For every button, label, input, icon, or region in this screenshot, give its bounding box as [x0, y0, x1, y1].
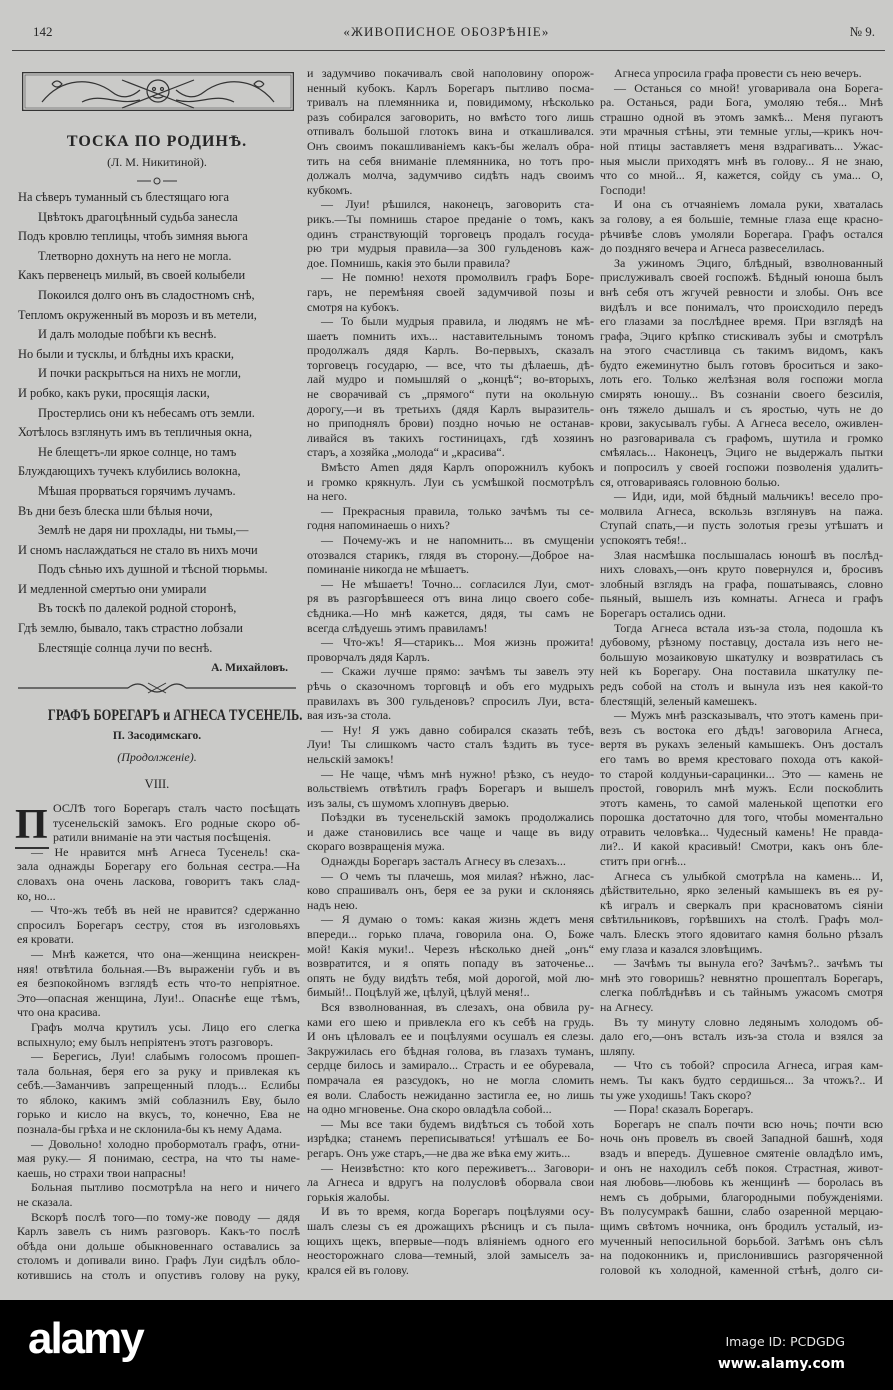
text-line: регаръ. Онъ уже старъ,—не два же вѣка ему жить...	[307, 1145, 571, 1160]
text-line: мученный непосильной борьбой. Затѣмъ онъ сѣлъ	[600, 1233, 883, 1248]
text-line: ненный кубокъ. Карлъ Борегаръ пытливо посма-	[307, 80, 594, 95]
text-line: дое. Помнишь, какія это были правила?	[307, 255, 511, 270]
text-line: столомъ и допивали вино. Графъ Луи сидѣлъ обло-	[17, 1253, 300, 1268]
text-line: За ужиномъ Эциго, блѣдный, взволнованный	[614, 255, 883, 270]
text-line: что она красива.	[17, 1005, 101, 1020]
poem-line: Подъ кровлю теплицы, чтобъ зимняя вьюга	[18, 229, 248, 244]
paragraph	[307, 314, 594, 460]
text-line: ющихъ щекъ, впервые—подъ вліяніемъ одного его	[307, 1233, 594, 1248]
poem-line: Цвѣтокъ драгоцѣнный судьба занесла	[38, 209, 238, 224]
text-line: свѣтильниковъ, горѣвшихъ на столѣ. Графъ мол-	[600, 912, 883, 927]
text-line: горько и кисло на вкусъ, то, конечно, Ева не	[17, 1107, 300, 1122]
text-line: дубовому, рѣзному поставцу, достала изъ него не-	[600, 635, 883, 650]
text-line: лай мудро и помышляй о „концѣ“; во-вторыхъ,	[307, 372, 594, 387]
paragraph	[17, 1020, 300, 1049]
text-line: что со мной... Я, кажется, сойду съ ума... О,	[600, 168, 883, 183]
paragraph	[17, 1049, 300, 1137]
poem-dedication: (Л. М. Никитиной).	[107, 155, 207, 169]
text-line: изрѣдка; станемъ переписываться! утѣшалъ ее Бо-	[307, 1131, 594, 1146]
text-line: его глазами за послѣднее время. При взглядѣ на	[600, 314, 883, 329]
text-line: отпивалъ большой глотокъ вина и откашливался.	[307, 124, 594, 139]
text-line: крался ей въ голову.	[307, 1262, 409, 1277]
text-line: вая изъ-за стола.	[307, 708, 392, 723]
story-continued-note: (Продолженіе).	[117, 750, 197, 764]
text-line: — Иди, иди, мой бѣдный мальчикъ! весело про-	[614, 489, 883, 504]
text-line: чалъ. Блескъ этого ядовитаго камня больно рѣзалъ	[600, 927, 883, 942]
poem-line: Не блещетъ-ли яркое солнце, но тамъ	[38, 444, 237, 459]
text-line: ная любовь—любовь къ женщинѣ — боролась въ	[600, 1175, 883, 1190]
text-line: всегда слѣдуешь этимъ правиламъ!	[307, 620, 488, 635]
poem-line: Какъ первенецъ милый, въ своей колыбели	[18, 268, 246, 283]
text-line: Закружилась его бѣдная голова, въ глазахъ туманъ,	[307, 1043, 594, 1058]
text-line: Борегаръ не спалъ почти всю ночь; почти всю	[614, 1116, 883, 1131]
text-line: возвратится, и я опять попаду въ заточенье...	[307, 956, 594, 971]
text-line: Луи! Ты слишкомъ часто сталъ ѣздить въ тусе-	[307, 737, 594, 752]
paragraph	[307, 197, 594, 270]
text-line: дорогу,—и въ третьихъ (дядя Карлъ выразитель-	[307, 401, 594, 416]
text-line: Это—опасная женщина, Луи!.. Опаснѣе еще тѣмъ,	[17, 990, 300, 1005]
text-line: — Скажи лучше прямо: зачѣмъ ты завелъ эту	[321, 664, 594, 679]
text-line: но разговаривала съ графомъ, шутила и громко	[600, 430, 883, 445]
text-line: на него.	[307, 489, 348, 504]
text-line: — Что-жъ тебѣ въ ней не нравится? сдержанно	[31, 903, 300, 918]
text-line: ея воли. Слабость нежиданно застигла ее, но лишь	[307, 1087, 594, 1102]
text-line: опять не буду видѣть тебя, мой дорогой, мой лю-	[307, 970, 594, 985]
paragraph	[307, 504, 594, 533]
poem-line: Мѣшая прорваться горячимъ лучамъ.	[38, 483, 236, 498]
text-line: и даже становились все чаще и чаще въ виду	[307, 824, 594, 839]
paragraph	[600, 621, 883, 709]
text-line: ночь онъ провелъ въ своей Западной башнѣ, ходя	[600, 1131, 883, 1146]
text-line: везъ съ востока его дѣдъ! заговорила Агнеса,	[600, 722, 883, 737]
text-line: редъ собой на столъ и вынула изъ нея какой-то	[600, 678, 883, 693]
text-line: Поѣздки въ тусенельскій замокъ продолжались	[321, 810, 594, 825]
paragraph	[17, 903, 300, 947]
story-author: П. Засодимскаго.	[112, 730, 202, 742]
paragraph	[307, 723, 594, 767]
text-line: шляпу.	[600, 1043, 635, 1058]
poem-line: Но были и тусклы, и блѣдны ихъ краски,	[18, 346, 234, 361]
text-line: одинъ странствующій торговецъ продалъ госуда-	[307, 226, 594, 241]
paragraph	[600, 489, 883, 547]
ornament-divider-icon	[18, 680, 296, 696]
text-line: до поздняго вечера и Агнеса развеселилась.	[600, 241, 825, 256]
text-line: Карлъ завелъ съ нимъ разговоръ. Какъ-то послѣ	[17, 1224, 300, 1239]
text-line: познала-бы грѣха и не склонила-бы къ нему Адама.	[17, 1122, 283, 1137]
poem-author: А. Михайловъ.	[211, 662, 288, 674]
alamy-logo: alamy	[28, 1314, 143, 1363]
text-line: горькія жалобы.	[307, 1189, 390, 1204]
paragraph	[600, 548, 883, 621]
text-line: ря въ разгорѣвшееся отъ вина лицо своего собе-	[307, 591, 594, 606]
text-line: спросилъ Борегаръ сестру, стоя въ изголовьяхъ	[17, 917, 300, 932]
text-line: то яблоко, какимъ змій соблазнилъ Еву, было	[17, 1092, 300, 1107]
text-line: кубкомъ.	[307, 182, 353, 197]
text-line: — Довольно! холодно пробормоталъ графъ, отни-	[31, 1136, 300, 1151]
text-line: дало его,—онъ всталъ изъ-за стола и взялся за	[600, 1029, 883, 1044]
paragraph	[600, 66, 883, 81]
text-line: — Неизвѣстно: кто кого переживетъ... Заговори-	[321, 1160, 594, 1175]
text-line: гаръ, не перемѣняя своей задумчивой позы и	[307, 284, 594, 299]
text-line: пьяный, вышелъ изъ комнаты. Агнеса и графъ	[600, 591, 883, 606]
paragraph	[17, 947, 300, 1020]
text-line: ся, отговариваясь головною болью.	[600, 474, 780, 489]
text-line: головой къ холодной, каменной стѣнѣ, долго си-	[600, 1262, 883, 1277]
text-line: — Мужъ мнѣ разсказывалъ, что этотъ камень при-	[614, 708, 883, 723]
text-line: ней къ Борегару. Она поставила шкатулку пе-	[600, 664, 883, 679]
text-line: вертя въ рукахъ зеленый камышекъ. Онъ досталъ	[600, 737, 883, 752]
paragraph	[307, 533, 594, 577]
paragraph	[17, 801, 300, 845]
paragraph	[307, 635, 594, 664]
text-line: ливайся въ такихъ гостиницахъ, гдѣ хозяинъ	[307, 430, 594, 445]
text-line: вольствіемъ отвѣтилъ графъ Борегаръ и вышелъ	[307, 781, 594, 796]
text-line: себѣ.—Заманчивъ запрещенный плодъ... Еслибы	[17, 1078, 300, 1093]
paragraph	[307, 854, 594, 869]
column-1-text	[17, 801, 300, 1283]
text-line: зала однажды Борегару его больная сестра.—На	[17, 859, 300, 874]
paragraph	[307, 664, 594, 722]
text-line: мой! Какія муки!.. Черезъ нѣсколько дней „онъ“	[307, 941, 594, 956]
text-line: Злая насмѣшка послышалась юношѣ въ послѣд-	[614, 547, 883, 562]
text-line: щимъ свѣтомъ ночника, онъ бродилъ усталый, из-	[600, 1218, 883, 1233]
text-line: не сворачивай съ „прямого“ пути на окольную	[307, 387, 594, 402]
paragraph	[17, 845, 300, 903]
paragraph	[307, 810, 594, 854]
text-line: на подоконникъ и, прислонившись разгоряченной	[600, 1248, 883, 1263]
text-line: — Что съ тобой? спросила Агнеса, играя кам-	[614, 1058, 883, 1073]
text-line: шалъ слезы съ ея дрожащихъ рѣсницъ и съ пыла-	[307, 1218, 594, 1233]
text-line: нихъ словахъ,—онъ круто повернулся и, бросивъ	[600, 562, 883, 577]
paragraph	[17, 1180, 300, 1209]
text-line: ками его шею и привлекла его къ себѣ на грудь.	[307, 1014, 594, 1029]
text-line: рѣчь о сказочномъ торговцѣ и объ его мудрыхъ	[307, 678, 594, 693]
poem-line: Тепломъ окруженный въ морозъ и въ метели,	[18, 307, 257, 322]
paragraph	[307, 1000, 594, 1117]
text-line: ему глаза и казался зловѣщимъ.	[600, 941, 763, 956]
text-line: немъ съ добрыми, благородными побужденіями.	[600, 1189, 883, 1204]
text-line: Вскорѣ послѣ того—по тому-же поводу — дядя	[31, 1209, 300, 1224]
text-line: — Берегись, Луи! слабымъ голосомъ прошеп-	[31, 1049, 300, 1064]
paragraph	[307, 912, 594, 1000]
text-line: смирять юношу... Въ сознаніи своего безсилія,	[600, 387, 883, 402]
poem-line: Землѣ не даря ни прохлады, ни тьмы,—	[38, 523, 249, 538]
text-line: страшно одной въ этомъ замкѣ... Меня пугаютъ	[600, 109, 883, 124]
text-line: каешь, но страхи твои напрасны!	[17, 1165, 187, 1180]
poem-line: Покоился долго онъ въ сладостномъ снѣ,	[38, 287, 255, 302]
poem-line: И медленной смертью они умирали	[18, 581, 207, 596]
text-line: эти мрачныя стѣны, эти темные углы,—крикъ ноч-	[600, 124, 883, 139]
text-line: — Что-жъ! Я—старикъ... Моя жизнь прожита!	[321, 635, 594, 650]
paragraph	[307, 66, 594, 197]
text-line: рю три мудрыя правила—за 300 гульденовъ каж-	[307, 241, 594, 256]
text-line: вспыхнуло; ему былъ непріятенъ этотъ разговоръ.	[17, 1034, 274, 1049]
text-line: блестящій, зеленый камешекъ.	[600, 693, 758, 708]
text-line: сѣдника.—Но мнѣ кажется, дядя, ты самъ не	[307, 605, 594, 620]
text-line: внѣ себя отъ жгучей ревности и злобы. Онъ все	[600, 284, 883, 299]
poem-line: И робко, какъ руки, просящія ласки,	[18, 385, 210, 400]
text-line: ея кровати.	[17, 932, 74, 947]
paragraph	[600, 81, 883, 198]
poem-line: Гдѣ землю, бывало, такъ страстно лобзали	[18, 621, 243, 636]
text-line: ково спрашивалъ онъ, беря ее за руки и склоняясь	[307, 883, 594, 898]
site-url[interactable]: www.alamy.com	[717, 1356, 845, 1372]
text-line: мая руку.— Я понимаю, сестра, на что ты наме-	[17, 1151, 300, 1166]
text-line: ститъ при огнѣ...	[600, 854, 687, 869]
issue-number: № 9.	[849, 24, 875, 39]
text-line: ра. Останься, ради Бога, умоляю тебя... Мнѣ	[600, 95, 883, 110]
page-number: 142	[33, 24, 53, 39]
poem-line: И далъ молодые побѣги къ веснѣ.	[38, 327, 217, 342]
text-line: разъ собирался заговорить, но вмѣсто того лишь	[307, 109, 594, 124]
text-line: и онъ не находилъ себѣ покоя. Страстная, живот-	[600, 1160, 883, 1175]
text-line: Въ ту минуту словно ледянымъ холодомъ об-	[614, 1014, 883, 1029]
paragraph	[600, 869, 883, 957]
poem-line: Въ тоскѣ по далекой родной сторонѣ,	[38, 601, 237, 616]
text-line: И она съ отчаяніемъ ломала руки, хваталась	[614, 197, 883, 212]
text-line: ОСЛѢ того Борегаръ сталъ часто посѣщать	[53, 801, 300, 815]
poem-line: Блуждающихъ тучекъ клубились волокна,	[18, 464, 241, 479]
text-line: Борегаръ остались одни.	[600, 605, 726, 620]
paragraph	[600, 708, 883, 869]
text-line: Господи!	[600, 182, 647, 197]
text-line: тала больная, беря его за руку и привлекая къ	[17, 1063, 300, 1078]
text-line: Ступай спать,—и пусть золотыя грезы утѣшатъ и	[600, 518, 883, 533]
text-line: ея безпокойномъ взглядѣ есть что-то непріятное.	[17, 976, 300, 991]
text-line: торговецъ государю, — все, что ты дѣлаешь, дѣ-	[307, 357, 594, 372]
text-line: старъ, а хозяйка „молода“ и „красива“.	[307, 445, 505, 460]
poem-line: Подъ сѣнью ихъ душной и тѣсной тюрьмы.	[38, 562, 268, 577]
text-line: этотъ камень, то самой маленькой щепотки его	[600, 795, 883, 810]
text-line: впереди... горько плача, говорила она. О, Боже	[307, 927, 594, 942]
text-line: рикъ.—Ты помнишь старое преданіе о томъ, какъ	[307, 211, 594, 226]
text-line: на одно мгновенье. Она скоро овладѣла собой...	[307, 1102, 552, 1117]
column-3-text	[600, 66, 883, 1277]
text-line: — Не чаще, чѣмъ мнѣ нужно! рѣзко, съ неудо-	[321, 766, 594, 781]
text-line: Вмѣсто Amen дядя Карлъ опорожнилъ кубокъ	[321, 460, 594, 475]
text-line: взадъ и впередъ. Душевное смятеніе овладѣло имъ,	[600, 1145, 883, 1160]
text-line: проворчалъ дядя Карлъ.	[307, 649, 430, 664]
paragraph	[307, 1161, 594, 1205]
text-line: продолжалъ дядя Карлъ. Во-первыхъ, сказалъ	[307, 343, 594, 358]
paragraph	[307, 1204, 594, 1277]
text-line: обѣда они дольше обыкновеннаго оставались за	[17, 1238, 300, 1253]
header-rule	[12, 50, 885, 51]
poem-title: ТОСКА ПО РОДИНѢ.	[66, 133, 248, 150]
text-line: ты уже уходишь! Такъ скоро?	[600, 1087, 752, 1102]
text-line: отравить человѣка... Чудесный камень! Не правда-	[600, 824, 883, 839]
text-line: неосторожнаго слова—темный, злой замыселъ за-	[307, 1248, 594, 1263]
text-line: и задумчиво покачивалъ свой наполовину опорож-	[307, 66, 594, 80]
text-line: сердце билось и замирало... Страсть и ее обуревала,	[307, 1058, 594, 1073]
text-line: И онъ цѣловалъ ее и поцѣлуями осушалъ ея слезы.	[307, 1029, 594, 1044]
text-line: — Не помню! нехотя промолвилъ графъ Боре-	[321, 270, 594, 285]
poem-line: Хотѣлось взглянуть имъ въ тепличныя окна,	[18, 425, 253, 440]
poem-line: И сномъ наслаждаться не стало въ нихъ мочи	[18, 542, 258, 557]
paragraph	[307, 577, 594, 635]
text-line: — Луи! рѣшился, наконецъ, заговорить ста-	[321, 197, 594, 212]
ornament-headpiece-icon	[22, 72, 294, 111]
poem-line: Простерлись они къ небесамъ отъ земли.	[38, 405, 255, 420]
ornament-divider-icon	[135, 176, 179, 186]
paragraph	[600, 197, 883, 255]
paragraph	[600, 1102, 883, 1117]
text-line: — Мы все таки будемъ видѣться съ тобой хоть	[321, 1116, 594, 1131]
text-line: ла Агнеса и вдругъ на полусловѣ оборвала свои	[307, 1175, 594, 1190]
text-line: большую мозаиковую шкатулку и возвратилась съ	[600, 649, 883, 664]
text-line: и попросилъ у своей госпожи позволенія удалить-	[600, 460, 883, 475]
paragraph	[600, 1058, 883, 1102]
paragraph	[600, 1015, 883, 1059]
paragraph	[600, 1117, 883, 1278]
text-line: должалъ молча, задумчиво сидѣть надъ своимъ	[307, 168, 594, 183]
text-line: его тамъ во время крестоваго похода отъ какой-	[600, 751, 883, 766]
text-line: тусенельскій замокъ. Его родные скоро об-	[53, 815, 300, 830]
text-line: няя! отвѣтила больная.—Въ выраженіи губъ и въ	[17, 961, 300, 976]
poem-body	[18, 188, 303, 658]
paragraph	[17, 1210, 300, 1283]
text-line: отозвался старикъ, глядя въ сторону.—Доброе на-	[307, 547, 594, 562]
text-line: ли?.. И какой красивый! Смотри, какъ онъ бле-	[600, 839, 883, 854]
text-line: Въ полусумракѣ башни, слабо озаренной мерцаю-	[600, 1204, 883, 1219]
paragraph	[17, 1137, 300, 1181]
text-line: правилахъ въ 300 гульденовъ? спросилъ Луи, вста-	[307, 693, 594, 708]
text-line: — Останься со мной! уговаривала она Борега-	[614, 80, 883, 95]
text-line: мнѣ это говоришь? невнятно прошепталъ Борегаръ,	[600, 970, 883, 985]
text-line: нельскій замокъ!	[307, 751, 394, 766]
text-line: но приподнялъ брови) поздно ночью не останав-	[307, 416, 594, 431]
journal-title: «ЖИВОПИСНОЕ ОБОЗРѢНІЕ»	[343, 24, 550, 39]
text-line: немъ. Ты какъ будто сердишься... За чтожъ?.. И	[600, 1072, 883, 1087]
chapter-number: VIII.	[144, 777, 170, 791]
text-line: — Почему-жъ и не напомнить... въ смущеніи	[321, 533, 594, 547]
text-line: тривалъ на племянника и, повидимому, нѣсколько	[307, 95, 594, 110]
watermark-footer	[0, 1300, 893, 1390]
text-line: тить на себя вниманіе племянника, но тотъ про-	[307, 153, 594, 168]
text-line: годня напоминаешь о нихъ?	[307, 518, 450, 533]
text-line: — Не нравится мнѣ Агнеса Тусенель! ска-	[31, 844, 300, 859]
text-line: за голову, а ея большіе, темные глаза еще красно-	[600, 211, 883, 226]
text-line: надъ нею.	[307, 897, 358, 912]
text-line: лоть его. Только желѣзная воля госпожи могла	[600, 372, 883, 387]
text-line: Онъ своимъ покашливаніемъ какъ-бы желалъ обра-	[307, 138, 594, 153]
text-line: Агнеса съ улыбкой смотрѣла на камень... И,	[614, 868, 883, 883]
text-line: на Агнесу.	[600, 1000, 654, 1014]
text-line: успокоятъ тебя!..	[600, 533, 687, 547]
text-line: ратили вниманіе на эти частыя посѣщенія.	[53, 830, 272, 845]
text-line: — То были мудрыя правила, и людямъ не мѣ-	[321, 314, 594, 329]
text-line: помрачала ея разсудокъ, но не могла сломить	[307, 1072, 594, 1087]
text-line: И въ то время, когда Борегаръ поцѣлуями осу-	[321, 1204, 594, 1219]
text-line: словахъ она очень ласкова, говоритъ такъ слад-	[17, 873, 300, 888]
text-line: порошка достаточно для того, чтобы моментально	[600, 810, 883, 825]
text-line: — О чемъ ты плачешь, моя милая? нѣжно, лас-	[321, 868, 594, 883]
text-line: дѣйствительно, ярко зеленый камышекъ въ ея ру-	[600, 883, 883, 898]
text-line: и громко крякнулъ. Луи съ усмѣшкой посмотрѣлъ	[307, 474, 594, 489]
text-line: ко, но...	[17, 888, 56, 903]
text-line: на этого счастливца съ такимъ видомъ, какъ	[600, 343, 883, 358]
paragraph	[307, 270, 594, 314]
text-line: — Зачѣмъ ты вынула его? Зачѣмъ?.. зачѣмъ ты	[614, 956, 883, 971]
text-line: Больная пытливо посмотрѣла на него и ничего	[31, 1180, 300, 1195]
text-line: слегка поблѣднѣвъ и съ тайнымъ ужасомъ смотря	[600, 985, 883, 1000]
text-line: — Мнѣ кажется, что она—женщина неискрен-	[31, 946, 300, 961]
text-line: онъ тяжело дышалъ и съ яростью, чуть не до	[600, 401, 883, 416]
story-title-text: ГРАФЪ БОРЕГАРЪ и АГНЕСА ТУСЕНЕЛЬ.	[47, 707, 303, 724]
text-line: простой, говорилъ мнѣ мужъ. Если поскоблить	[600, 781, 883, 796]
image-id: Image ID: PCDGDG	[725, 1334, 845, 1349]
paragraph	[307, 1117, 594, 1161]
paragraph	[600, 256, 883, 490]
text-line: шаетъ помнить ихъ... наставительнымъ тономъ	[307, 328, 594, 343]
text-line: бимый!.. Поцѣлуй же, цѣлуй, цѣлуй меня!..	[307, 985, 530, 1000]
paragraph	[600, 956, 883, 1014]
text-line: ной птицы заставляетъ меня вздрагивать... Ужас-	[600, 138, 883, 153]
text-line: Агнеса упросила графа провести съ нею вечеръ.	[614, 66, 862, 80]
poem-line: Тлетворно дохнуть на него не могла.	[38, 248, 232, 263]
story-title	[12, 706, 302, 726]
text-line: Вся взволнованная, въ слезахъ, она обвила ру-	[321, 1000, 594, 1014]
text-line: злобный взглядъ на графа, пошатываясь, словно	[600, 576, 883, 591]
text-line: графа, Эциго крѣпко стискивалъ зубы и смотрѣлъ	[600, 328, 883, 343]
text-line: не сказала.	[17, 1195, 73, 1210]
text-line: крови, закусывалъ губы. А Агнеса весело, оживлен-	[600, 416, 883, 431]
text-line: ныя мысли приходятъ мнѣ въ голову... Я не знаю,	[600, 153, 883, 168]
text-line: прислуживалъ своей госпожѣ. Бѣдный юноша былъ	[600, 270, 883, 285]
text-line: будто ежеминутно былъ готовъ броситься и зако-	[600, 357, 883, 372]
poem-line: И почки раскрыться на нихъ не могли,	[38, 366, 241, 381]
text-line: видѣлъ и все понималъ, что происходило передъ	[600, 299, 883, 314]
text-line: — Пора! сказалъ Борегаръ.	[614, 1102, 754, 1117]
text-line: котившись на столъ и опустивъ голову на руку,	[17, 1268, 300, 1282]
paragraph	[307, 460, 594, 504]
text-line: то старой колдуньи-сарацинки... Это — камень не	[600, 766, 883, 781]
text-line: поминаніе никогда не мѣшаетъ.	[307, 562, 470, 577]
paragraph	[307, 869, 594, 913]
text-line: — Прекрасныя правила, только зачѣмъ ты се-	[321, 503, 594, 518]
text-line: смѣялась... Наконецъ, Эциго не выдержалъ пытки	[600, 445, 883, 460]
text-line: — Я думаю о томъ: какая жизнь ждетъ меня	[321, 912, 594, 927]
text-line: изъ залы, съ шумомъ хлопнувъ дверью.	[307, 795, 510, 810]
text-line: — Не мѣшаетъ! Точно... согласился Луи, смот-	[321, 576, 594, 591]
text-line: скораго возвращенія мужа.	[307, 839, 445, 854]
text-line: — Ну! Я ужъ давно собирался сказать тебѣ,	[321, 722, 594, 737]
text-line: Тогда Агнеса встала изъ-за стола, подошла къ	[614, 620, 883, 635]
text-line: Графъ молча крутилъ усы. Лицо его слегка	[31, 1019, 300, 1034]
column-2-text	[307, 66, 594, 1277]
text-line: смотря на кубокъ.	[307, 299, 400, 314]
paragraph	[307, 767, 594, 811]
poem-line: Въ дни безъ блеска шли бѣлыя ночи,	[18, 503, 213, 518]
text-line: рѣчивѣе словъ умоляли Борегара. Графъ остался	[600, 226, 883, 241]
text-line: молвила Агнеса, вскользь взглянувъ на пажа.	[600, 503, 883, 518]
text-line: кѣ игралъ и сверкалъ при красноватомъ сіяніи	[600, 897, 883, 912]
poem-line: Блестящіе солнца лучи по веснѣ.	[38, 640, 213, 655]
drop-cap: П	[15, 803, 48, 848]
poem-line: На сѣверъ туманный съ блестящаго юга	[18, 190, 229, 204]
text-line: Однажды Борегаръ засталъ Агнесу въ слезахъ...	[321, 854, 566, 869]
